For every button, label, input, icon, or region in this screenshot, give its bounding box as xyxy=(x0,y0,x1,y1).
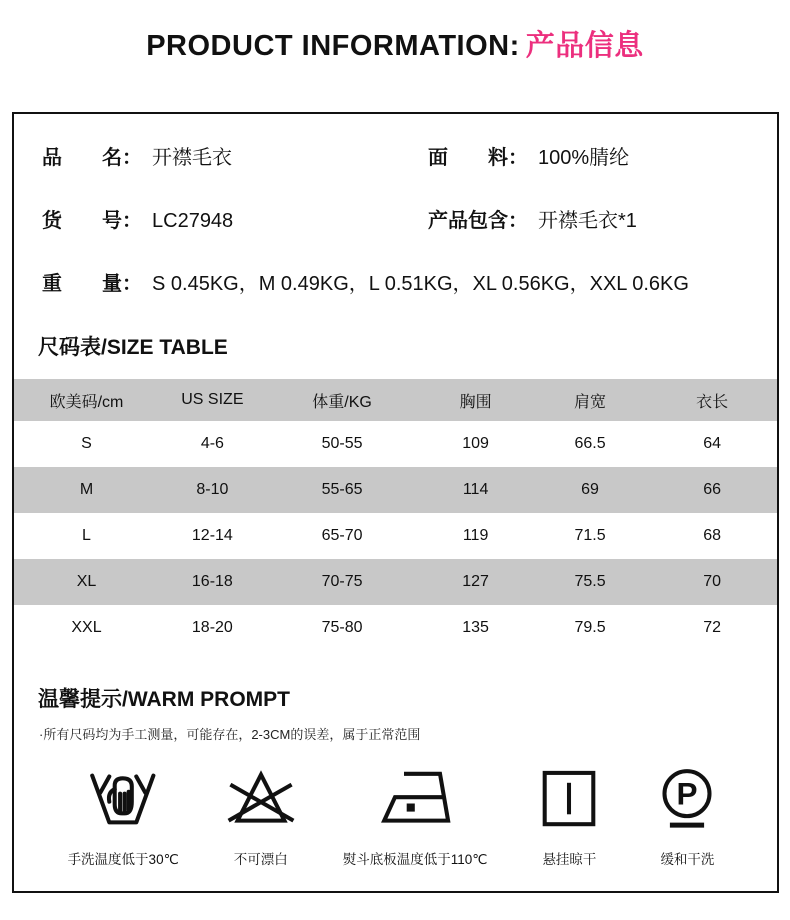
package-contents-value: 开襟毛衣*1 xyxy=(538,210,637,232)
field-weight xyxy=(42,272,749,296)
field-item-number xyxy=(42,209,428,233)
do-not-bleach-icon xyxy=(225,763,297,835)
fabric-value: 100%腈纶 xyxy=(538,147,630,169)
care-label: 悬挂晾干 xyxy=(542,852,597,867)
care-label: 手洗温度低于30℃ xyxy=(67,852,179,867)
care-item-hand-wash xyxy=(68,763,179,868)
warm-prompt-note: ·所有尺码均为手工测量，可能存在，2-3CM的误差，属于正常范围 xyxy=(39,727,421,742)
hand-wash-icon xyxy=(85,763,161,835)
page-title-en: PRODUCT INFORMATION: xyxy=(146,30,520,62)
package-contents-label: 产品包含： xyxy=(428,210,528,232)
table-row-xl: XL 16-18 70-75 127 75.5 70 xyxy=(14,559,777,605)
col-header: 胸围 xyxy=(459,393,492,411)
product-attributes xyxy=(14,114,777,296)
item-number-value: LC27948 xyxy=(152,210,234,232)
gentle-dry-clean-icon xyxy=(651,763,723,835)
product-name-value: 开襟毛衣 xyxy=(152,147,232,169)
col-header: 欧美码/cm xyxy=(49,393,124,411)
size-table-header-row xyxy=(14,379,777,421)
care-item-dry-clean xyxy=(651,763,723,868)
page-title xyxy=(0,0,790,64)
info-row-1 xyxy=(42,146,749,170)
care-label: 熨斗底板温度低于110℃ xyxy=(342,852,488,867)
col-header: 衣长 xyxy=(696,393,729,411)
warm-prompt-title: 温馨提示/WARM PROMPT xyxy=(38,688,290,711)
iron-low-temp-icon xyxy=(377,763,453,835)
page-title-zh: 产品信息 xyxy=(525,30,644,62)
size-table xyxy=(14,379,777,651)
table-row-s: S 4-6 50-55 109 66.5 64 xyxy=(81,435,722,452)
field-product-name xyxy=(42,146,428,170)
col-header: 体重/KG xyxy=(312,393,372,411)
weight-label: 重 量： xyxy=(42,273,142,295)
col-header: US SIZE xyxy=(181,391,244,408)
info-row-2 xyxy=(42,209,749,233)
weight-value: S 0.45KG，M 0.49KG，L 0.51KG，XL 0.56KG，XXL 0.6KG xyxy=(152,273,689,295)
hang-dry-icon xyxy=(533,763,605,835)
table-row-l: L 12-14 65-70 119 71.5 68 xyxy=(82,527,722,544)
product-name-label: 品 名： xyxy=(42,147,142,169)
care-label: 不可漂白 xyxy=(233,852,288,867)
size-table-title: 尺码表/SIZE TABLE xyxy=(38,336,228,359)
care-label: 缓和干洗 xyxy=(660,852,715,867)
care-item-hang-dry xyxy=(533,763,605,868)
care-item-iron xyxy=(343,763,488,868)
field-package-contents xyxy=(428,209,749,233)
table-row-m: M 8-10 55-65 114 69 66 xyxy=(14,467,777,513)
svg-text:P: P xyxy=(676,775,698,812)
care-icons-row xyxy=(14,763,777,868)
table-row-xxl: XXL 18-20 75-80 135 79.5 72 xyxy=(71,619,722,636)
field-fabric xyxy=(428,146,749,170)
product-info-box xyxy=(12,112,779,893)
item-number-label: 货 号： xyxy=(42,210,142,232)
info-row-3 xyxy=(42,272,749,296)
fabric-label: 面 料： xyxy=(428,147,528,169)
care-item-do-not-bleach xyxy=(225,763,297,868)
col-header: 肩宽 xyxy=(574,393,607,411)
